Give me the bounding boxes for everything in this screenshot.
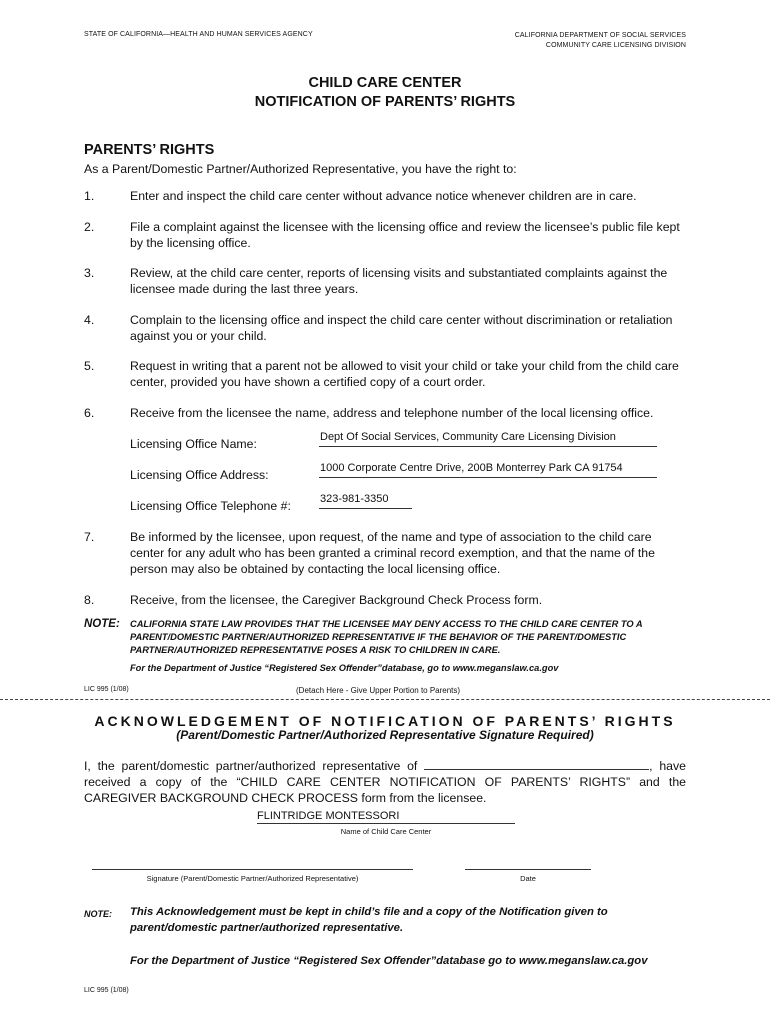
rights-item (84, 312, 689, 344)
acknowledgement-subtitle: (Parent/Domestic Partner/Authorized Representative Signature Required) (176, 728, 594, 742)
licensing-office-address-label: Licensing Office Address: (130, 468, 269, 482)
parents-rights-heading: PARENTS’ RIGHTS (84, 142, 215, 158)
licensing-office-address-field[interactable]: 1000 Corporate Centre Drive, 200B Monterrey Park CA 91754 (319, 462, 657, 478)
item-number: 8. (84, 593, 95, 607)
signature-field[interactable] (92, 869, 413, 870)
date-caption: Date (520, 874, 536, 883)
item-text: Receive, from the licensee, the Caregiver Background Check Process form. (130, 593, 543, 607)
detach-instruction: (Detach Here - Give Upper Portion to Parents) (296, 686, 461, 695)
item-number: 1. (84, 189, 95, 203)
licensing-office-phone-label: Licensing Office Telephone #: (130, 499, 291, 513)
note-text: CALIFORNIA STATE LAW PROVIDES THAT THE LICENSEE MAY DENY ACCESS TO THE CHILD CARE CENTER TO A PARENT/DOMESTIC PARTNER/AUTHORIZED REPRESENTATIVE IF THE BEHAVIOR OF THE PARENT/DOMESTIC PARTNER/AUTHORIZED REPRESENTATIVE POSES A RISK TO CHILDREN IN CARE. (130, 619, 643, 655)
item-number: 5. (84, 359, 95, 373)
doj-reference: For the Department of Justice “Registered Sex Offender”database go to www.meganslaw.ca.gov (130, 955, 648, 967)
division-name: COMMUNITY CARE LICENSING DIVISION (545, 42, 686, 49)
item-text: File a complaint against the licensee with the licensing office and review the licensee’s public file kept by the licensing office. (130, 220, 680, 250)
rights-item (84, 405, 689, 421)
form-id-top: LIC 995 (1/08) (84, 686, 129, 693)
licensing-office-name-field[interactable]: Dept Of Social Services, Community Care Licensing Division (319, 431, 657, 447)
statement-part-1: I, the parent/domestic partner/authorized representative of (84, 759, 418, 773)
child-name-field[interactable] (424, 758, 649, 770)
department-header (515, 31, 686, 51)
department-name: CALIFORNIA DEPARTMENT OF SOCIAL SERVICES (514, 32, 686, 39)
center-name-caption: Name of Child Care Center (340, 827, 432, 836)
rights-item (84, 592, 689, 608)
rights-intro: As a Parent/Domestic Partner/Authorized Representative, you have the right to: (84, 162, 517, 176)
item-number: 7. (84, 530, 95, 544)
agency-header: STATE OF CALIFORNIA—HEALTH AND HUMAN SERVICES AGENCY (84, 31, 313, 38)
note-label: NOTE: (84, 618, 120, 630)
item-number: 4. (84, 313, 95, 327)
item-text: Receive from the licensee the name, address and telephone number of the local licensing office. (130, 406, 654, 420)
acknowledgement-note (84, 904, 686, 969)
doj-reference: For the Department of Justice “Registered Sex Offender”database, go to www.meganslaw.ca.gov (130, 663, 559, 673)
child-care-center-name-field[interactable]: FLINTRIDGE MONTESSORI (257, 810, 515, 824)
item-text: Review, at the child care center, reports of licensing visits and substantiated complaints against the licensee made during the last three years. (130, 266, 668, 296)
title-line-1: CHILD CARE CENTER (308, 75, 462, 91)
signature-caption: Signature (Parent/Domestic Partner/Authorized Representative) (146, 874, 359, 883)
item-number: 6. (84, 406, 95, 420)
state-law-note (84, 618, 689, 675)
rights-item (84, 219, 689, 251)
item-number: 2. (84, 220, 95, 234)
rights-item (84, 358, 689, 390)
acknowledgement-title: ACKNOWLEDGEMENT OF NOTIFICATION OF PARENTS’ RIGHTS (94, 713, 676, 729)
acknowledgement-statement (84, 758, 686, 806)
note-text: This Acknowledgement must be kept in child’s file and a copy of the Notification given to parent/domestic partner/authorized representative. (130, 906, 608, 934)
rights-item (84, 265, 689, 297)
rights-item (84, 529, 689, 577)
licensing-office-phone-field[interactable]: 323-981-3350 (319, 493, 412, 509)
date-field[interactable] (465, 869, 591, 870)
licensing-office-name-label: Licensing Office Name: (130, 437, 257, 451)
item-text: Enter and inspect the child care center without advance notice whenever children are in care. (130, 189, 637, 203)
document-title (0, 74, 770, 112)
title-line-2: NOTIFICATION OF PARENTS’ RIGHTS (254, 94, 516, 110)
item-number: 3. (84, 266, 95, 280)
form-id-bottom: LIC 995 (1/08) (84, 987, 129, 994)
item-text: Request in writing that a parent not be allowed to visit your child or take your child from the child care center, provided you have shown a certified copy of a court order. (130, 359, 679, 389)
statement-part-2: , have received a copy of the “CHILD CARE CENTER NOTIFICATION OF PARENTS’ RIGHTS” and the CAREGIVER BACKGROUND CHECK PROCESS form from the licensee. (84, 759, 687, 805)
rights-item (84, 188, 689, 204)
item-text: Complain to the licensing office and inspect the child care center without discrimination or retaliation against you or your child. (130, 313, 673, 343)
note-label: NOTE: (84, 909, 112, 919)
item-text: Be informed by the licensee, upon request, of the name and type of association to the child care center for any adult who has been granted a criminal record exemption, and that the name of the person may also be obtained by contacting the local licensing office. (130, 530, 655, 576)
detach-line (0, 699, 770, 700)
